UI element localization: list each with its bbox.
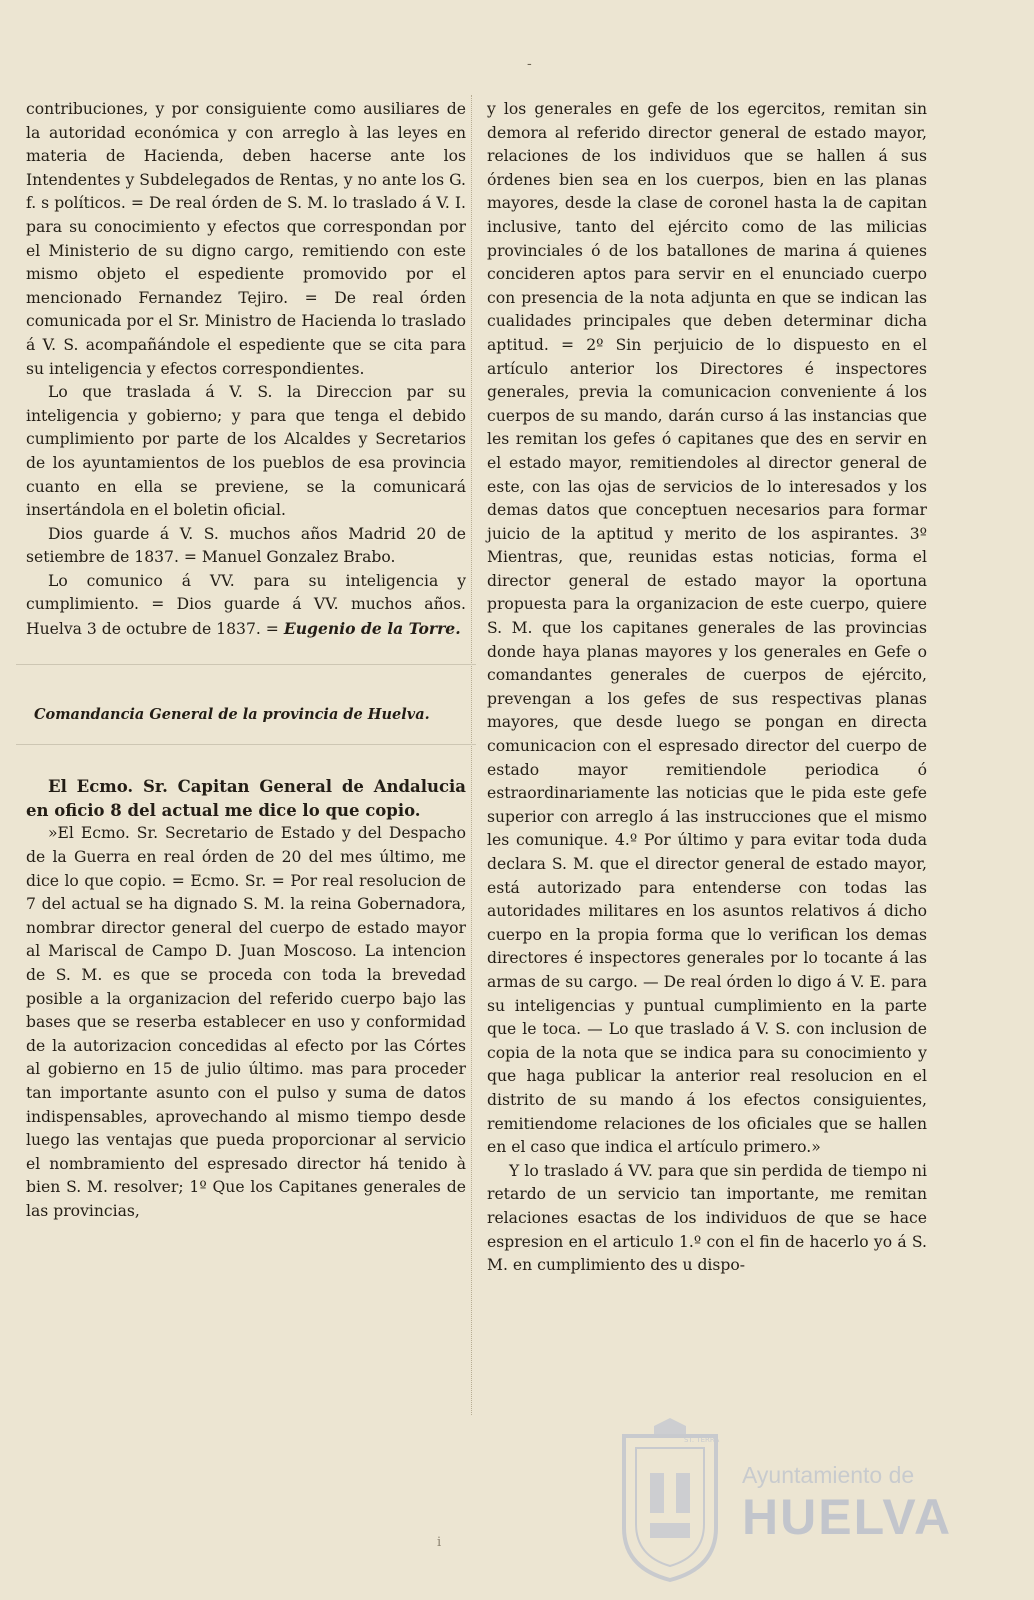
page-folio: i (437, 1535, 442, 1550)
left-paragraph-5: »El Ecmo. Sr. Secretario de Estado y del Despacho de la Guerra en real órden de 20 del mes último, me dice lo que copio. = Ecmo. Sr. = Por real resolucion de 7 del actual se ha dignado S. M. la reina Gobernadora, nombrar director general del cuerpo de estado mayor al Mariscal de Campo D. Juan Moscoso. La intencion de S. M. es que se proceda con toda la brevedad posible a la organizacion del referido cuerpo bajo las bases que se reserba establecer en uso y conformidad de la autorizacion concedidas al efecto por las Córtes al gobierno en 15 de julio último. mas para proceder tan importante asunto con el pulso y suma de datos indispensables, aprovechando al mismo tiempo desde luego las ventajas que pueda proporcionar al servicio el nombramiento del espresado director há tenido à bien S. M. resolver; 1º Que los Capitanes generales de las provincias, (26, 824, 466, 1220)
left-paragraph-3: Dios guarde á V. S. muchos años Madrid 20 de setiembre de 1837. = Manuel Gonzalez Brabo. (26, 524, 466, 567)
ayuntamiento-watermark (610, 1418, 953, 1584)
top-mark: - (527, 56, 532, 72)
left-paragraph-2: Lo que traslada á V. S. la Direccion par su inteligencia y gobierno; y para que tenga el debido cumplimiento por parte de los Alcaldes y Secretarios de los ayuntamientos de los pueblos de esa provincia cuanto en ella se previene, se la comunicará insertándola en el boletin oficial. (26, 383, 466, 520)
left-paragraph-1: contribuciones, y por consiguiente como ausiliares de la autoridad económica y con arreglo à las leyes en materia de Hacienda, deben hacerse ante los Intendentes y Subdelegados de Rentas, y no ante los G. f. s políticos. = De real órden de S. M. lo traslado á V. I. para su conocimiento y efectos que correspondan por el Ministerio de su digno cargo, remitiendo con este mismo objeto el espediente promovido por el mencionado Fernandez Tejiro. = De real órden comunicada por el Sr. Ministro de Hacienda lo traslado á V. S. acompañándole el espediente que se cita para su inteligencia y efectos correspondientes. (26, 100, 466, 378)
signature: Eugenio de la Torre. (283, 619, 461, 639)
left-paragraph-4 (26, 570, 466, 642)
left-column (26, 98, 466, 1224)
coat-of-arms-icon (610, 1418, 730, 1584)
seal-text: ST. TERRA (684, 1436, 720, 1444)
right-paragraph-2: Y lo traslado á VV. para que sin perdida de tiempo ni retardo de un servicio tan importante, me remitan relaciones esactas de los individuos de que se hace espresion en el articulo 1.º con el fin de hacerlo yo á S. M. en cumplimiento des u dispo- (487, 1161, 927, 1275)
official-salutation: El Ecmo. Sr. Capitan General de Andalucia en oficio 8 del actual me dice lo que copio. (26, 777, 466, 820)
closing-text: Lo comunico á VV. para su inteligencia y cumplimiento. = Dios guarde á VV. muchos años. Huelva 3 de octubre de 1837. = (26, 571, 466, 639)
right-column (487, 98, 927, 1278)
section-heading: Comandancia General de la provincia de Huelva. (34, 705, 430, 723)
right-paragraph-1: y los generales en gefe de los egercitos, remitan sin demora al referido director general de estado mayor, relaciones de los individuos que se hallen á sus órdenes bien sea en los cuerpos, bien en las planas mayores, desde la clase de coronel hasta la de capitan inclusive, tanto del ejército como de las milicias provinciales ó de los batallones de marina á quienes concideren aptos para servir en el enunciado cuerpo con presencia de la nota adjunta en que se indican las cualidades principales que deben determinar dicha aptitud. = 2º Sin perjuicio de lo dispuesto en el artículo anterior los Directores é inspectores generales, previa la comunicacion conveniente á los cuerpos de su mando, darán curso á las instancias que les remitan los gefes ó capitanes que des en servir en el estado mayor, remitiendoles al director general de este, con las ojas de servicios de lo interesados y los demas datos que conceptuen necesarios para formar juicio de la aptitud y merito de los aspirantes. 3º Mientras, que, reunidas estas noticias, forma el director general de estado mayor la oportuna propuesta para la organizacion de este cuerpo, quiere S. M. que los capitanes generales de las provincias donde haya planas mayores y los generales en Gefe o comandantes generales de cuerpos de ejército, prevengan a los gefes de sus respectivas planas mayores, que desde luego se pongan en directa comunicacion con el espresado director del cuerpo de estado mayor remitiendole periodica ó estraordinariamente las noticias que le pida este gefe superior con arreglo á las instrucciones que el mismo les comunique. 4.º Por último y para evitar toda duda declara S. M. que el director general de estado mayor, está autorizado para entenderse con todas las autoridades militares en los asuntos relativos á dicho cuerpo en la propia forma que lo verifican los demas directores é inspectores generales por lo tocante á las armas de su cargo. — De real órden lo digo á V. E. para su inteligencias y puntual cumplimiento en la parte que le toca. — Lo que traslado á V. S. con inclusion de copia de la nota que se indica para su conocimiento y que haga publicar la anterior real resolucion en el distrito de su mando á los efectos consiguientes, remitiendome relaciones de los oficiales que se hallen en el caso que indica el artículo primero.» (487, 100, 927, 1157)
watermark-line-1: Ayuntamiento de (742, 1462, 915, 1488)
watermark-line-2: HUELVA (742, 1489, 953, 1545)
column-divider (471, 95, 472, 1415)
